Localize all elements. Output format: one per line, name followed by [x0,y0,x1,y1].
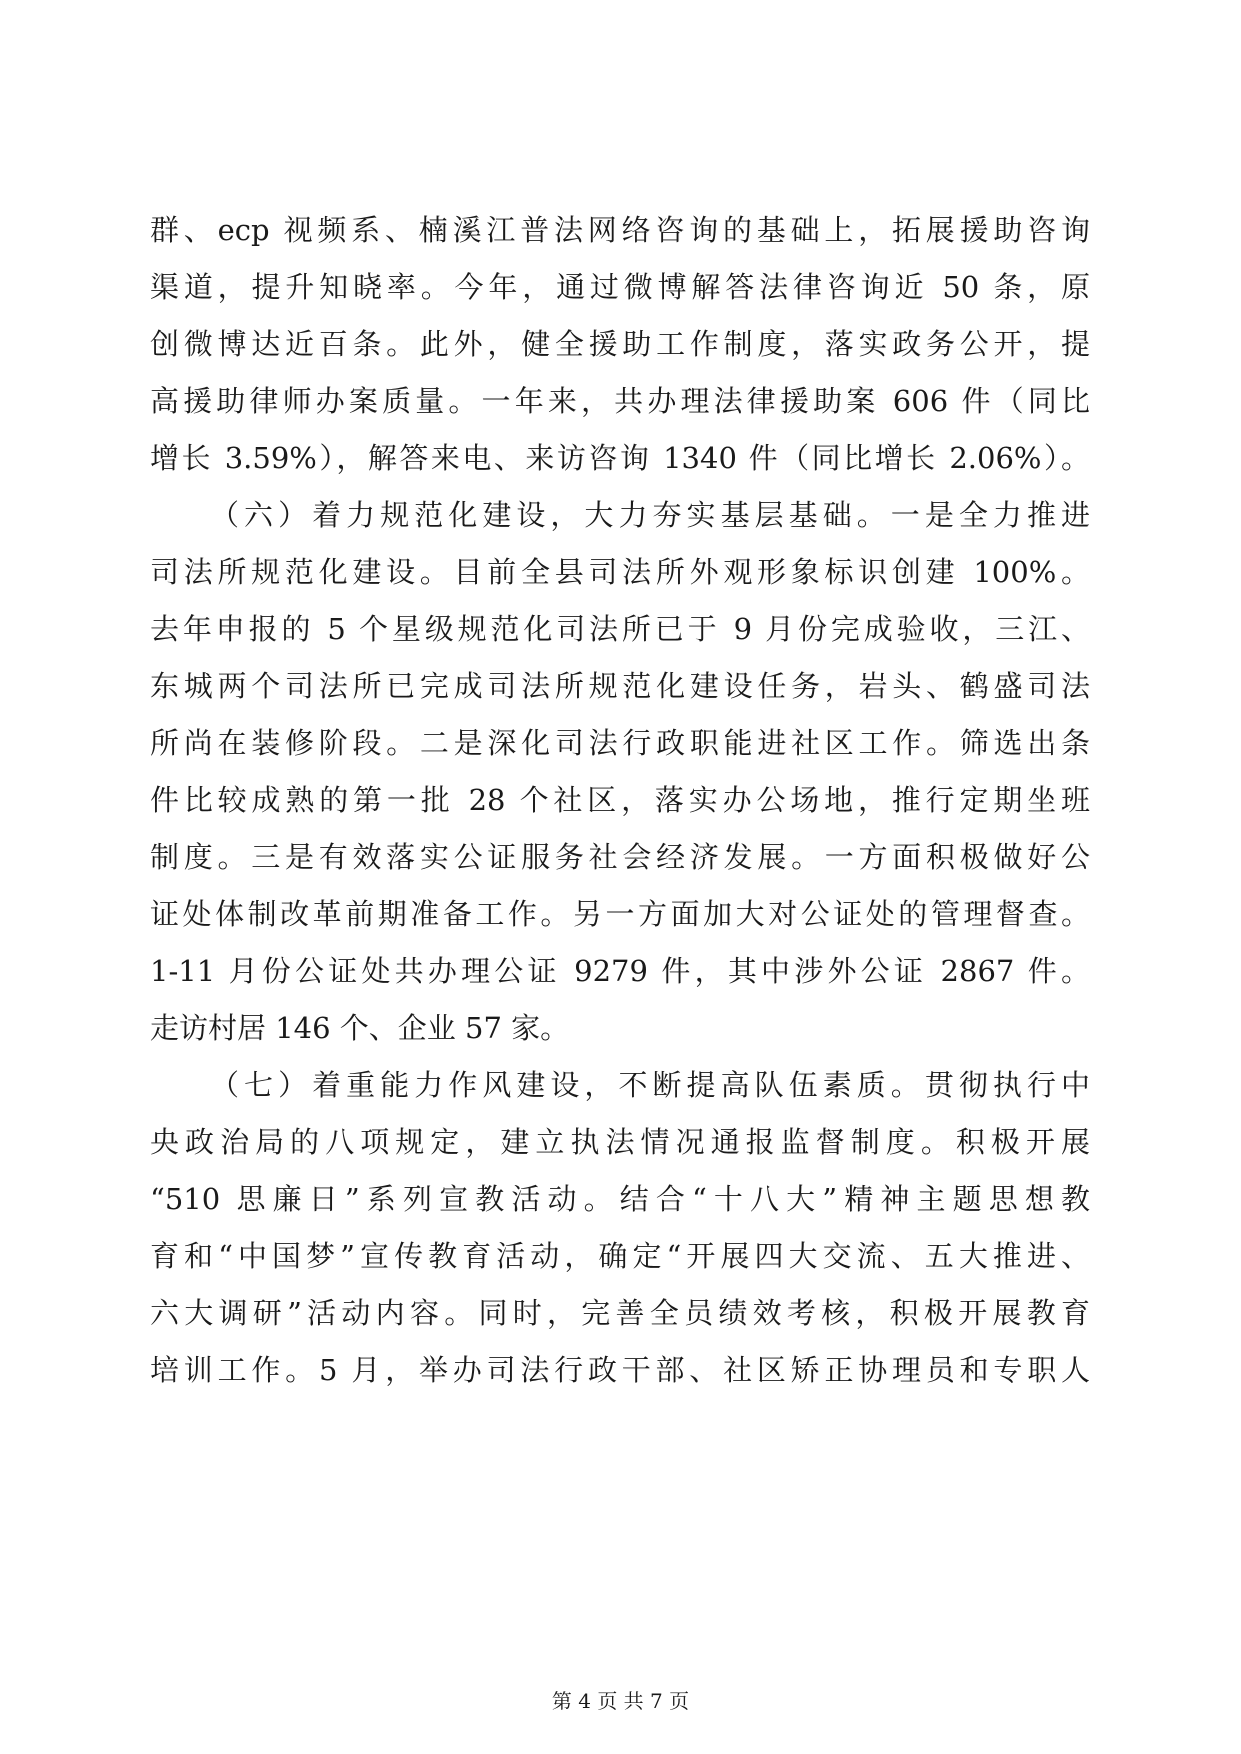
paragraph-heading-seven: （七）着重能力作风建设，不断提高队伍素质。贯彻执行中 [210,1068,1090,1102]
text-line-18: “510 思廉日”系列宣教活动。结合“十八大”精神主题思想教 [150,1182,1090,1216]
text-line-20: 六大调研”活动内容。同时，完善全员绩效考核，积极开展教育 [150,1296,1090,1330]
text-line-7: 司法所规范化建设。目前全县司法所外观形象标识创建 100%。 [150,555,1090,589]
text-line-12: 制度。三是有效落实公证服务社会经济发展。一方面积极做好公 [150,840,1090,874]
text-line-10: 所尚在装修阶段。二是深化司法行政职能进社区工作。筛选出条 [150,726,1090,760]
text-line-13: 证处体制改革前期准备工作。另一方面加大对公证处的管理督查。 [150,897,1090,931]
text-line-4: 高援助律师办案质量。一年来，共办理法律援助案 606 件（同比 [150,384,1090,418]
text-line-14: 1-11 月份公证处共办理公证 9279 件，其中涉外公证 2867 件。 [150,954,1090,988]
text-line-21: 培训工作。5 月，举办司法行政干部、社区矫正协理员和专职人 [150,1353,1090,1387]
text-line-17: 央政治局的八项规定，建立执法情况通报监督制度。积极开展 [150,1125,1090,1159]
text-line-9: 东城两个司法所已完成司法所规范化建设任务，岩头、鹤盛司法 [150,669,1090,703]
text-line-3: 创微博达近百条。此外，健全援助工作制度，落实政务公开，提 [150,327,1090,361]
text-line-11: 件比较成熟的第一批 28 个社区，落实办公场地，推行定期坐班 [150,783,1090,817]
text-line-19: 育和“中国梦”宣传教育活动，确定“开展四大交流、五大推进、 [150,1239,1090,1273]
text-line-8: 去年申报的 5 个星级规范化司法所已于 9 月份完成验收，三江、 [150,612,1090,646]
text-line-1: 群、ecp 视频系、楠溪江普法网络咨询的基础上，拓展援助咨询 [150,213,1090,247]
paragraph-heading-six: （六）着力规范化建设，大力夯实基层基础。一是全力推进 [210,498,1090,532]
text-line-5: 增长 3.59%），解答来电、来访咨询 1340 件（同比增长 2.06%）。 [150,441,1090,475]
text-line-15: 走访村居 146 个、企业 57 家。 [150,1011,570,1045]
text-line-2: 渠道，提升知晓率。今年，通过微博解答法律咨询近 50 条，原 [150,270,1090,304]
page-number-footer: 第 4 页 共 7 页 [551,1689,690,1713]
